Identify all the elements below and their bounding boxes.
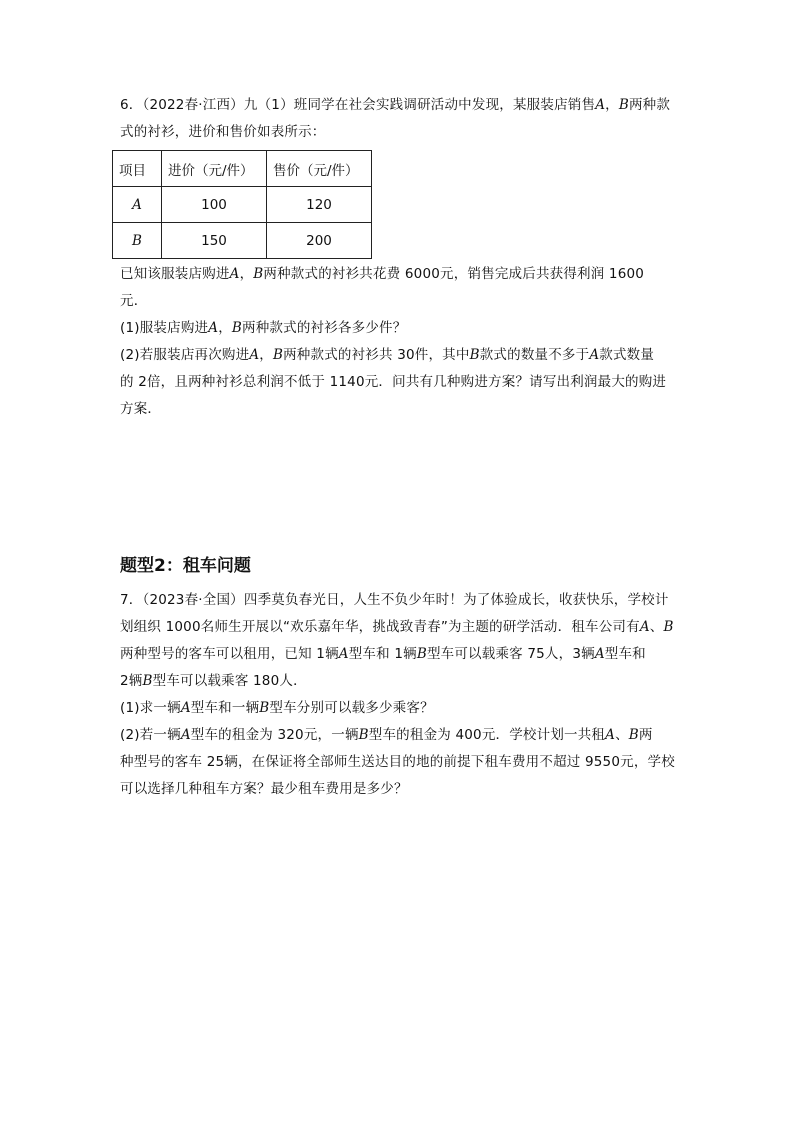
text: 可以选择几种租车方案？最少租车费用是多少？	[120, 781, 408, 797]
var-b: B	[142, 673, 153, 689]
header-item: 项目	[113, 151, 162, 187]
var-a: A	[229, 266, 240, 282]
row-item: A	[113, 187, 162, 223]
row-price: 120	[267, 187, 372, 223]
var-a: A	[208, 320, 219, 336]
part-1-label: (1)求一辆	[120, 700, 181, 716]
text: 两种款式的衬衫各多少件？	[242, 320, 407, 336]
text: 型车的租金为 320元，一辆	[190, 727, 359, 743]
separator: ，	[605, 97, 619, 113]
text: 型车和一辆	[190, 700, 260, 716]
row-cost: 100	[162, 187, 267, 223]
var-a: A	[594, 646, 605, 662]
var-a: A	[605, 727, 616, 743]
separator: ，	[218, 320, 232, 336]
var-b: B	[253, 266, 264, 282]
row-price: 200	[267, 223, 372, 259]
q6-line1-end: 两种款	[628, 97, 671, 113]
question-6-body	[120, 261, 680, 423]
text: 型车可以载乘客 75人，3辆	[426, 646, 595, 662]
text: 的 2倍，且两种衬衫总利润不低于 1140元．问共有几种购进方案？请写出利润最大的购进	[120, 374, 667, 390]
var-a: A	[595, 97, 606, 113]
price-table-wrapper	[112, 150, 372, 259]
var-a: A	[180, 700, 191, 716]
text: 型车和	[604, 646, 646, 662]
text: 2辆	[120, 673, 143, 689]
text: 元．	[120, 293, 148, 309]
price-table	[112, 150, 372, 259]
var-b: B	[231, 320, 243, 336]
text: 种型号的客车 25辆，在保证将全部师生送达目的地的前提下租车费用不超过 9550元，学校	[120, 754, 675, 770]
separator: 、	[649, 619, 664, 635]
text: 型车和 1辆	[348, 646, 417, 662]
var-b: B	[469, 347, 480, 363]
q6-line2: 式的衬衫，进价和售价如表所示：	[120, 124, 326, 140]
var-b: B	[358, 727, 369, 743]
var-b: B	[259, 700, 270, 716]
header-cost: 进价（元/件）	[162, 151, 267, 187]
text: 方案．	[120, 401, 162, 417]
text: 两种型号的客车可以租用，已知 1辆	[120, 646, 339, 662]
var-b: B	[663, 619, 674, 635]
text: 两	[638, 727, 653, 743]
table-row	[113, 223, 372, 259]
var-b: B	[272, 347, 284, 363]
text: 划组织 1000名师生开展以“欢乐嘉年华，挑战致青春”为主题的研学活动．租车公司有	[120, 619, 640, 635]
var-a: A	[180, 727, 191, 743]
separator: ，	[259, 347, 273, 363]
var-b: B	[618, 97, 629, 113]
text: 款式的数量不多于	[479, 347, 590, 363]
separator: 、	[615, 727, 629, 743]
row-item: B	[113, 223, 162, 259]
part-1-label: (1)服装店购进	[120, 320, 209, 336]
question-6-intro	[120, 92, 680, 146]
table-header-row	[113, 151, 372, 187]
part-2-label: (2)若服装店再次购进	[120, 347, 250, 363]
section-title: 题型2：租车问题	[120, 556, 251, 576]
text: 7．（2023春·全国）四季莫负春光日，人生不负少年时！为了体验成长，收获快乐，学校计	[120, 592, 669, 608]
var-a: A	[249, 347, 260, 363]
header-price: 售价（元/件）	[267, 151, 372, 187]
text: 两种款式的衬衫共 30件，其中	[283, 347, 470, 363]
part-2-label: (2)若一辆	[120, 727, 181, 743]
text: 款式数量	[599, 347, 655, 363]
separator: ，	[239, 266, 254, 282]
var-a: A	[639, 619, 650, 635]
text: 已知该服装店购进	[120, 266, 230, 282]
q6-line1: 6．（2022春·江西）九（1）班同学在社会实践调研活动中发现，某服装店销售	[120, 97, 596, 113]
var-b: B	[416, 646, 427, 662]
text: 型车可以载乘客 180人．	[152, 673, 307, 689]
text: 型车分别可以载多少乘客？	[269, 700, 434, 716]
table-row	[113, 187, 372, 223]
var-a: A	[338, 646, 349, 662]
var-b: B	[628, 727, 639, 743]
text: 两种款式的衬衫共花费 6000元，销售完成后共获得利润 1600	[263, 266, 645, 282]
question-7	[120, 587, 680, 803]
row-cost: 150	[162, 223, 267, 259]
text: 型车的租金为 400元．学校计划一共租	[368, 727, 606, 743]
var-a: A	[589, 347, 600, 363]
